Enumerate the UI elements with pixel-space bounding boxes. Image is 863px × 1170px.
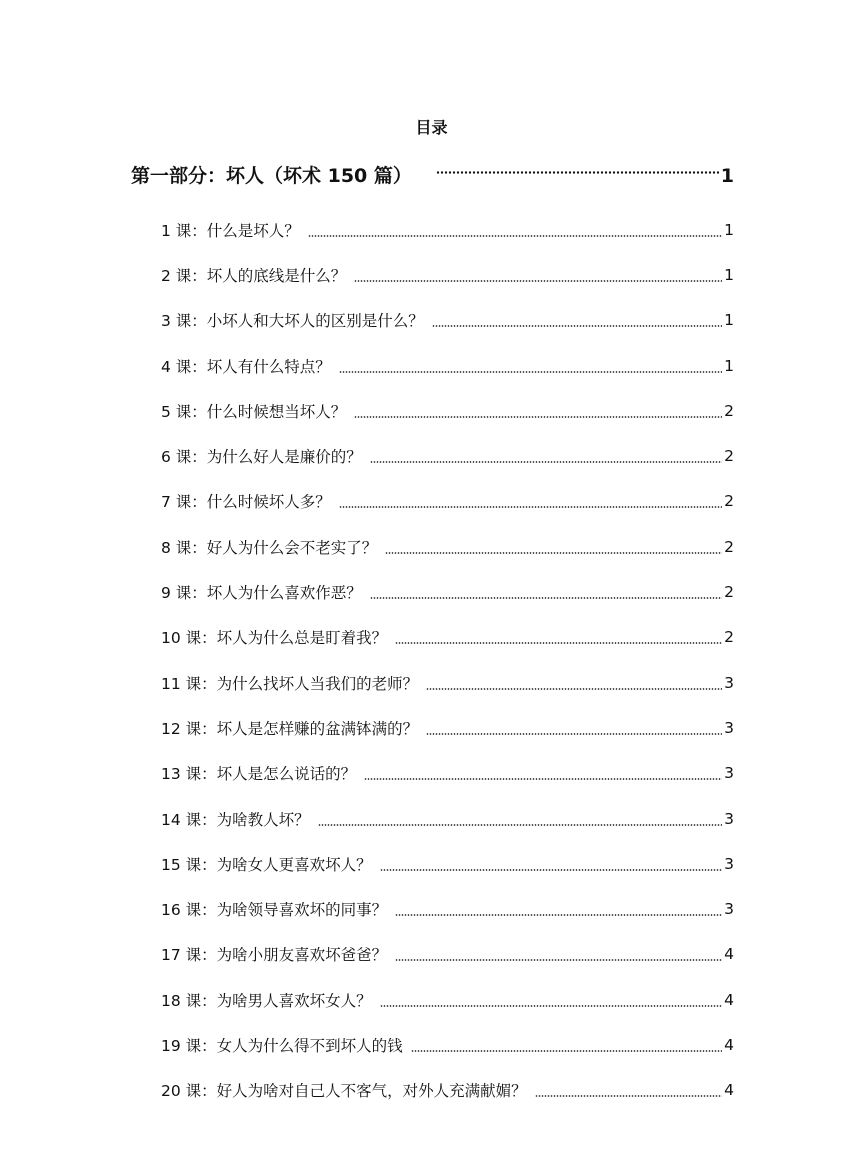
toc-entry-page: 1	[724, 356, 734, 375]
dot-leader	[354, 280, 722, 282]
toc-entry-label: 7 课：什么时候坏人多？	[161, 493, 331, 512]
dot-leader	[339, 371, 722, 373]
toc-entry[interactable]	[161, 298, 734, 343]
toc-entry-page: 2	[724, 583, 734, 602]
dot-leader	[432, 325, 722, 327]
dot-leader	[385, 552, 722, 554]
toc-entry[interactable]	[161, 569, 734, 614]
toc-entry[interactable]	[161, 524, 734, 569]
toc-entry[interactable]	[161, 1068, 734, 1113]
toc-entry-label: 4 课：坏人有什么特点？	[161, 357, 331, 376]
toc-entry-page: 3	[724, 809, 734, 828]
dot-leader	[380, 1005, 722, 1007]
toc-entry-label: 1 课：什么是坏人？	[161, 221, 300, 240]
toc-entry[interactable]	[161, 433, 734, 478]
toc-entry-label: 20 课：好人为啥对自己人不客气，对外人充满献媚？	[161, 1082, 527, 1101]
dot-leader	[318, 824, 722, 826]
dot-leader	[364, 778, 722, 780]
toc-entry-page: 3	[724, 854, 734, 873]
toc-part-heading[interactable]	[131, 161, 734, 189]
toc-entry[interactable]	[161, 751, 734, 796]
toc-entry[interactable]	[161, 841, 734, 886]
dot-leader	[370, 461, 722, 463]
toc-entry[interactable]	[161, 207, 734, 252]
toc-entry-label: 17 课：为啥小朋友喜欢坏爸爸？	[161, 946, 388, 965]
toc-entry-page: 2	[724, 447, 734, 466]
dot-leader	[411, 1050, 722, 1052]
toc-entry-list	[161, 207, 734, 1113]
toc-entry[interactable]	[161, 388, 734, 433]
part-label: 第一部分：坏人（坏术 150 篇）	[131, 165, 412, 187]
toc-entry-label: 9 课：坏人为什么喜欢作恶？	[161, 584, 362, 603]
toc-entry[interactable]	[161, 479, 734, 524]
dot-leader	[535, 1095, 722, 1097]
toc-entry-page: 1	[724, 265, 734, 284]
toc-entry-label: 13 课：坏人是怎么说话的？	[161, 765, 357, 784]
toc-entry-label: 14 课：为啥教人坏？	[161, 810, 310, 829]
toc-entry-page: 3	[724, 900, 734, 919]
toc-entry[interactable]	[161, 932, 734, 977]
toc-entry[interactable]	[161, 796, 734, 841]
toc-entry-page: 4	[724, 945, 734, 964]
toc-entry[interactable]	[161, 977, 734, 1022]
toc-entry[interactable]	[161, 660, 734, 705]
dot-leader	[395, 642, 722, 644]
toc-entry-page: 2	[724, 537, 734, 556]
toc-entry-label: 18 课：为啥男人喜欢坏女人？	[161, 991, 372, 1010]
toc-entry[interactable]	[161, 615, 734, 660]
dot-leader	[380, 869, 722, 871]
part-page-number: 1	[720, 165, 734, 187]
toc-entry[interactable]	[161, 1022, 734, 1067]
toc-entry-label: 16 课：为啥领导喜欢坏的同事？	[161, 901, 388, 920]
toc-entry-page: 1	[724, 311, 734, 330]
toc-entry-page: 4	[724, 1081, 734, 1100]
toc-title: 目录	[415, 118, 448, 137]
toc-entry[interactable]	[161, 343, 734, 388]
dot-leader	[354, 416, 722, 418]
toc-entry-page: 3	[724, 764, 734, 783]
toc-entry-page: 4	[724, 1035, 734, 1054]
dot-leader	[426, 733, 722, 735]
dot-leader	[395, 914, 722, 916]
toc-entry-label: 11 课：为什么找坏人当我们的老师？	[161, 674, 419, 693]
toc-entry-label: 19 课：女人为什么得不到坏人的钱	[161, 1036, 403, 1055]
toc-entry[interactable]	[161, 705, 734, 750]
toc-entry-label: 8 课：好人为什么会不老实了？	[161, 538, 378, 557]
dot-leader	[436, 171, 719, 174]
toc-entry-page: 3	[724, 718, 734, 737]
dot-leader	[339, 506, 722, 508]
toc-entry-page: 2	[724, 492, 734, 511]
toc-entry-page: 2	[724, 628, 734, 647]
dot-leader	[395, 959, 722, 961]
toc-entry-label: 12 课：坏人是怎样赚的盆满钵满的？	[161, 719, 419, 738]
toc-entry[interactable]	[161, 886, 734, 931]
dot-leader	[370, 597, 722, 599]
toc-entry-label: 15 课：为啥女人更喜欢坏人？	[161, 855, 372, 874]
dot-leader	[308, 235, 722, 237]
toc-entry[interactable]	[161, 252, 734, 297]
toc-entry-label: 6 课：为什么好人是廉价的？	[161, 448, 362, 467]
toc-entry-page: 4	[724, 990, 734, 1009]
toc-entry-page: 2	[724, 401, 734, 420]
toc-entry-page: 3	[724, 673, 734, 692]
toc-entry-page: 1	[724, 220, 734, 239]
toc-entry-label: 2 课：坏人的底线是什么？	[161, 266, 347, 285]
toc-entry-label: 5 课：什么时候想当坏人？	[161, 402, 347, 421]
toc-entry-label: 10 课：坏人为什么总是盯着我？	[161, 629, 388, 648]
toc-entry-label: 3 课：小坏人和大坏人的区别是什么？	[161, 312, 424, 331]
dot-leader	[426, 688, 722, 690]
